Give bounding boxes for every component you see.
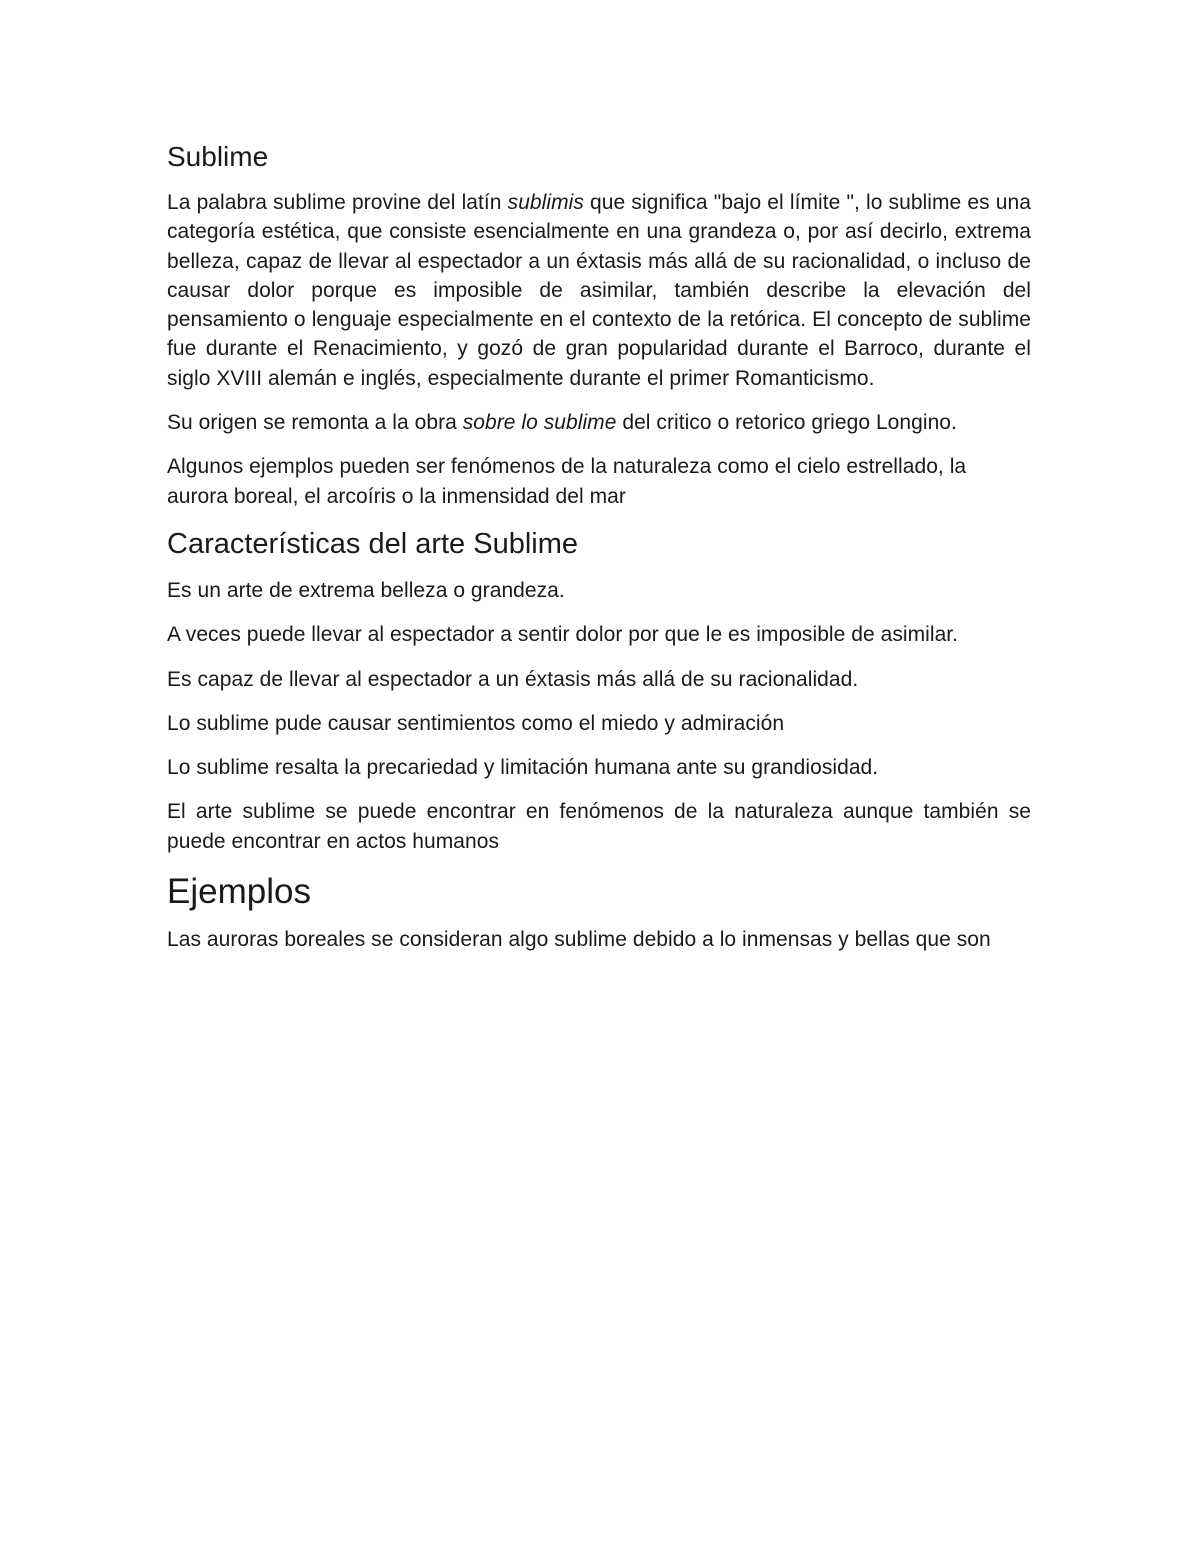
examples-intro-paragraph: Algunos ejemplos pueden ser fenómenos de la naturaleza como el cielo estrellado, la aurora boreal, el arcoíris o la inmensidad del mar bbox=[167, 455, 967, 508]
characteristic-item: A veces puede llevar al espectador a sentir dolor por que le es imposible de asimilar. bbox=[167, 623, 959, 647]
intro-text-start: La palabra sublime provine del latín bbox=[167, 191, 508, 214]
origin-text-start: Su origen se remonta a la obra bbox=[167, 411, 463, 435]
intro-italic-term: sublimis bbox=[507, 191, 584, 214]
characteristic-item: Lo sublime pude causar sentimientos como el miedo y admiración bbox=[167, 711, 785, 735]
characteristic-item: El arte sublime se puede encontrar en fenómenos de la naturaleza aunque también se puede encontrar en actos humanos bbox=[167, 800, 1031, 853]
document-title: Sublime bbox=[167, 141, 269, 172]
origin-paragraph bbox=[167, 408, 1031, 437]
intro-paragraph bbox=[167, 188, 1031, 393]
examples-heading: Ejemplos bbox=[167, 872, 311, 912]
characteristic-item: Lo sublime resalta la precariedad y limitación humana ante su grandiosidad. bbox=[167, 756, 879, 780]
origin-italic-title: sobre lo sublime bbox=[462, 411, 617, 435]
characteristic-item: Es un arte de extrema belleza o grandeza. bbox=[167, 578, 565, 602]
examples-paragraph: Las auroras boreales se consideran algo sublime debido a lo inmensas y bellas que son bbox=[167, 928, 991, 952]
characteristics-heading: Características del arte Sublime bbox=[167, 527, 578, 560]
intro-text-end: que significa "bajo el límite ", lo sublime es una categoría estética, que consiste esencialmente en una grandeza o, por así decirlo, extrema belleza, capaz de llevar al espectador a un éxtasis más allá de su racionalidad, o incluso de causar dolor porque es imposible de asimilar, también describe la elevación del pensamiento o lenguaje especialmente en el contexto de la retórica. El concepto de sublime fue durante el Renacimiento, y gozó de gran popularidad durante el Barroco, durante el siglo XVIII alemán e inglés, especialmente durante el primer Romanticismo. bbox=[167, 191, 1031, 390]
origin-text-end: del critico o retorico griego Longino. bbox=[616, 411, 957, 435]
characteristic-item: Es capaz de llevar al espectador a un éxtasis más allá de su racionalidad. bbox=[167, 667, 859, 691]
document-body bbox=[167, 140, 1031, 969]
